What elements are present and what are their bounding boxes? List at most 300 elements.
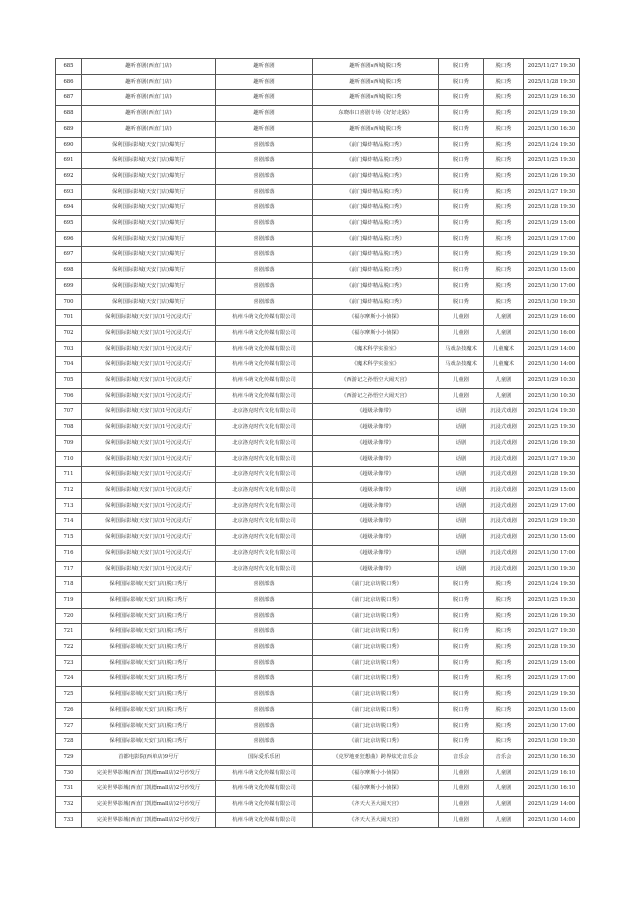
row-number-cell: 692	[56, 168, 82, 184]
datetime-cell: 2025/11/27 19:30	[524, 451, 580, 467]
table-row	[56, 718, 580, 734]
datetime-cell: 2025/11/30 14:00	[524, 357, 580, 373]
category-cell: 脱口秀	[439, 121, 484, 137]
category-cell: 儿童剧	[439, 765, 484, 781]
organizer-cell: 喜剧部落	[216, 608, 313, 624]
row-number-cell: 696	[56, 231, 82, 247]
venue-cell: 保利国际影城(天安门店)爆笑厅	[82, 216, 216, 232]
datetime-cell: 2025/11/29 15:00	[524, 482, 580, 498]
organizer-cell: 喜剧部落	[216, 137, 313, 153]
show-title-cell: 《前门爆炸精品脱口秀》	[313, 200, 439, 216]
organizer-cell: 喜剧部落	[216, 263, 313, 279]
show-title-cell: 《超级录像带》	[313, 404, 439, 420]
category-cell: 脱口秀	[439, 608, 484, 624]
organizer-cell: 喜剧部落	[216, 671, 313, 687]
datetime-cell: 2025/11/29 14:00	[524, 341, 580, 357]
datetime-cell: 2025/11/29 17:00	[524, 231, 580, 247]
table-row	[56, 467, 580, 483]
venue-cell: 保利国际影城(天安门店)脱口秀厅	[82, 624, 216, 640]
show-title-cell: 《前门北京坊脱口秀》	[313, 640, 439, 656]
table-body	[56, 59, 580, 828]
datetime-cell: 2025/11/29 19:30	[524, 514, 580, 530]
subcategory-cell: 脱口秀	[484, 687, 524, 703]
organizer-cell: 杭州斗萌文化传媒有限公司	[216, 388, 313, 404]
table-row	[56, 687, 580, 703]
organizer-cell: 趣听喜剧	[216, 90, 313, 106]
table-row	[56, 278, 580, 294]
subcategory-cell: 脱口秀	[484, 702, 524, 718]
show-title-cell: 《前门北京坊脱口秀》	[313, 608, 439, 624]
datetime-cell: 2025/11/29 17:00	[524, 498, 580, 514]
datetime-cell: 2025/11/29 16:30	[524, 90, 580, 106]
datetime-cell: 2025/11/28 19:30	[524, 640, 580, 656]
table-row	[56, 655, 580, 671]
datetime-cell: 2025/11/30 19:30	[524, 561, 580, 577]
venue-cell: 保利国际影城(天安门店)1号沉浸式厅	[82, 498, 216, 514]
venue-cell: 保利国际影城(天安门店)1号沉浸式厅	[82, 467, 216, 483]
subcategory-cell: 脱口秀	[484, 106, 524, 122]
organizer-cell: 北京洛克时代文化有限公司	[216, 420, 313, 436]
show-title-cell: 《前门爆炸精品脱口秀》	[313, 216, 439, 232]
organizer-cell: 喜剧部落	[216, 734, 313, 750]
organizer-cell: 喜剧部落	[216, 655, 313, 671]
subcategory-cell: 儿童魔术	[484, 341, 524, 357]
subcategory-cell: 脱口秀	[484, 278, 524, 294]
show-title-cell: 《前门北京坊脱口秀》	[313, 702, 439, 718]
organizer-cell: 北京洛克时代文化有限公司	[216, 482, 313, 498]
row-number-cell: 701	[56, 310, 82, 326]
subcategory-cell: 儿童魔术	[484, 357, 524, 373]
table-row	[56, 121, 580, 137]
subcategory-cell: 脱口秀	[484, 74, 524, 90]
subcategory-cell: 脱口秀	[484, 640, 524, 656]
organizer-cell: 杭州斗萌文化传媒有限公司	[216, 373, 313, 389]
row-number-cell: 720	[56, 608, 82, 624]
category-cell: 脱口秀	[439, 184, 484, 200]
venue-cell: 完美世界影城(西直门凯德mall店)2号沙发厅	[82, 812, 216, 828]
organizer-cell: 杭州斗萌文化传媒有限公司	[216, 797, 313, 813]
subcategory-cell: 脱口秀	[484, 200, 524, 216]
row-number-cell: 695	[56, 216, 82, 232]
subcategory-cell: 沉浸式戏剧	[484, 561, 524, 577]
table-row	[56, 749, 580, 765]
table-row	[56, 812, 580, 828]
category-cell: 脱口秀	[439, 640, 484, 656]
table-row	[56, 734, 580, 750]
subcategory-cell: 沉浸式戏剧	[484, 482, 524, 498]
row-number-cell: 703	[56, 341, 82, 357]
show-title-cell: 《前门爆炸精品脱口秀》	[313, 153, 439, 169]
datetime-cell: 2025/11/29 16:00	[524, 310, 580, 326]
organizer-cell: 北京洛克时代文化有限公司	[216, 404, 313, 420]
row-number-cell: 731	[56, 781, 82, 797]
venue-cell: 完美世界影城(西直门凯德mall店)2号沙发厅	[82, 765, 216, 781]
organizer-cell: 喜剧部落	[216, 200, 313, 216]
venue-cell: 保利国际影城(天安门店)1号沉浸式厅	[82, 435, 216, 451]
organizer-cell: 喜剧部落	[216, 278, 313, 294]
venue-cell: 保利国际影城(天安门店)1号沉浸式厅	[82, 404, 216, 420]
row-number-cell: 693	[56, 184, 82, 200]
venue-cell: 保利国际影城(天安门店)1号沉浸式厅	[82, 388, 216, 404]
subcategory-cell: 脱口秀	[484, 121, 524, 137]
row-number-cell: 730	[56, 765, 82, 781]
venue-cell: 保利国际影城(天安门店)1号沉浸式厅	[82, 357, 216, 373]
organizer-cell: 趣听喜剧	[216, 106, 313, 122]
datetime-cell: 2025/11/30 19:30	[524, 294, 580, 310]
venue-cell: 趣听喜剧(西直门店)	[82, 59, 216, 75]
table-row	[56, 341, 580, 357]
venue-cell: 保利国际影城(天安门店)脱口秀厅	[82, 640, 216, 656]
table-row	[56, 247, 580, 263]
table-row	[56, 59, 580, 75]
table-row	[56, 373, 580, 389]
table-row	[56, 404, 580, 420]
organizer-cell: 杭州斗萌文化传媒有限公司	[216, 765, 313, 781]
datetime-cell: 2025/11/25 19:30	[524, 592, 580, 608]
row-number-cell: 690	[56, 137, 82, 153]
datetime-cell: 2025/11/29 14:00	[524, 797, 580, 813]
row-number-cell: 709	[56, 435, 82, 451]
datetime-cell: 2025/11/25 19:30	[524, 153, 580, 169]
venue-cell: 保利国际影城(天安门店)脱口秀厅	[82, 577, 216, 593]
show-title-cell: 东晓串口喜剧专场《好好走路》	[313, 106, 439, 122]
category-cell: 脱口秀	[439, 200, 484, 216]
table-row	[56, 325, 580, 341]
row-number-cell: 691	[56, 153, 82, 169]
show-title-cell: 趣听喜剧s西城|脱口秀	[313, 90, 439, 106]
datetime-cell: 2025/11/30 15:00	[524, 263, 580, 279]
show-title-cell: 《前门爆炸精品脱口秀》	[313, 263, 439, 279]
table-row	[56, 640, 580, 656]
subcategory-cell: 沉浸式戏剧	[484, 467, 524, 483]
category-cell: 儿童剧	[439, 781, 484, 797]
subcategory-cell: 脱口秀	[484, 263, 524, 279]
datetime-cell: 2025/11/30 10:30	[524, 388, 580, 404]
subcategory-cell: 脱口秀	[484, 247, 524, 263]
table-row	[56, 561, 580, 577]
venue-cell: 保利国际影城(天安门店)爆笑厅	[82, 294, 216, 310]
table-row	[56, 90, 580, 106]
organizer-cell: 喜剧部落	[216, 640, 313, 656]
table-row	[56, 106, 580, 122]
row-number-cell: 729	[56, 749, 82, 765]
show-title-cell: 《福尔摩斯小小侦探》	[313, 325, 439, 341]
show-title-cell: 《魔术科学实验室》	[313, 341, 439, 357]
category-cell: 脱口秀	[439, 247, 484, 263]
table-row	[56, 482, 580, 498]
subcategory-cell: 儿童剧	[484, 388, 524, 404]
organizer-cell: 北京洛克时代文化有限公司	[216, 498, 313, 514]
show-title-cell: 《福尔摩斯小小侦探》	[313, 781, 439, 797]
subcategory-cell: 脱口秀	[484, 59, 524, 75]
row-number-cell: 687	[56, 90, 82, 106]
table-row	[56, 200, 580, 216]
show-title-cell: 《前门爆炸精品脱口秀》	[313, 278, 439, 294]
row-number-cell: 733	[56, 812, 82, 828]
category-cell: 话剧	[439, 561, 484, 577]
table-row	[56, 702, 580, 718]
venue-cell: 首都电影院(西单店)9号厅	[82, 749, 216, 765]
datetime-cell: 2025/11/30 15:00	[524, 702, 580, 718]
show-title-cell: 《前门北京坊脱口秀》	[313, 577, 439, 593]
table-row	[56, 168, 580, 184]
category-cell: 话剧	[439, 498, 484, 514]
show-title-cell: 《前门爆炸精品脱口秀》	[313, 247, 439, 263]
category-cell: 脱口秀	[439, 231, 484, 247]
datetime-cell: 2025/11/29 15:00	[524, 655, 580, 671]
venue-cell: 保利国际影城(天安门店)1号沉浸式厅	[82, 341, 216, 357]
datetime-cell: 2025/11/24 19:30	[524, 137, 580, 153]
row-number-cell: 721	[56, 624, 82, 640]
organizer-cell: 趣听喜剧	[216, 74, 313, 90]
row-number-cell: 725	[56, 687, 82, 703]
category-cell: 话剧	[439, 530, 484, 546]
organizer-cell: 趣听喜剧	[216, 121, 313, 137]
subcategory-cell: 沉浸式戏剧	[484, 451, 524, 467]
row-number-cell: 714	[56, 514, 82, 530]
subcategory-cell: 儿童剧	[484, 765, 524, 781]
category-cell: 话剧	[439, 545, 484, 561]
row-number-cell: 688	[56, 106, 82, 122]
table-row	[56, 498, 580, 514]
subcategory-cell: 脱口秀	[484, 216, 524, 232]
datetime-cell: 2025/11/26 19:30	[524, 608, 580, 624]
row-number-cell: 685	[56, 59, 82, 75]
organizer-cell: 喜剧部落	[216, 687, 313, 703]
table-row	[56, 530, 580, 546]
venue-cell: 保利国际影城(天安门店)脱口秀厅	[82, 687, 216, 703]
organizer-cell: 喜剧部落	[216, 577, 313, 593]
datetime-cell: 2025/11/29 19:30	[524, 687, 580, 703]
show-title-cell: 《前门北京坊脱口秀》	[313, 671, 439, 687]
row-number-cell: 707	[56, 404, 82, 420]
venue-cell: 趣听喜剧(西直门店)	[82, 74, 216, 90]
category-cell: 脱口秀	[439, 106, 484, 122]
table-row	[56, 608, 580, 624]
category-cell: 脱口秀	[439, 734, 484, 750]
datetime-cell: 2025/11/27 19:30	[524, 624, 580, 640]
datetime-cell: 2025/11/24 19:30	[524, 404, 580, 420]
datetime-cell: 2025/11/30 17:00	[524, 545, 580, 561]
show-title-cell: 《超级录像带》	[313, 435, 439, 451]
category-cell: 话剧	[439, 435, 484, 451]
row-number-cell: 699	[56, 278, 82, 294]
table-row	[56, 514, 580, 530]
category-cell: 脱口秀	[439, 216, 484, 232]
subcategory-cell: 脱口秀	[484, 153, 524, 169]
venue-cell: 保利国际影城(天安门店)脱口秀厅	[82, 734, 216, 750]
category-cell: 马戏杂技魔术	[439, 341, 484, 357]
show-title-cell: 趣听喜剧s西城|脱口秀	[313, 74, 439, 90]
table-row	[56, 263, 580, 279]
row-number-cell: 718	[56, 577, 82, 593]
datetime-cell: 2025/11/29 19:30	[524, 106, 580, 122]
venue-cell: 保利国际影城(天安门店)爆笑厅	[82, 247, 216, 263]
row-number-cell: 702	[56, 325, 82, 341]
row-number-cell: 732	[56, 797, 82, 813]
row-number-cell: 686	[56, 74, 82, 90]
venue-cell: 保利国际影城(天安门店)1号沉浸式厅	[82, 545, 216, 561]
category-cell: 脱口秀	[439, 74, 484, 90]
table-row	[56, 137, 580, 153]
organizer-cell: 杭州斗萌文化传媒有限公司	[216, 781, 313, 797]
category-cell: 儿童剧	[439, 388, 484, 404]
venue-cell: 趣听喜剧(西直门店)	[82, 106, 216, 122]
table-row	[56, 797, 580, 813]
show-title-cell: 《福尔摩斯小小侦探》	[313, 310, 439, 326]
category-cell: 脱口秀	[439, 702, 484, 718]
row-number-cell: 715	[56, 530, 82, 546]
datetime-cell: 2025/11/26 19:30	[524, 168, 580, 184]
venue-cell: 保利国际影城(天安门店)1号沉浸式厅	[82, 310, 216, 326]
venue-cell: 保利国际影城(天安门店)脱口秀厅	[82, 655, 216, 671]
organizer-cell: 喜剧部落	[216, 718, 313, 734]
show-title-cell: 趣听喜剧s西城|脱口秀	[313, 59, 439, 75]
datetime-cell: 2025/11/30 16:30	[524, 749, 580, 765]
row-number-cell: 698	[56, 263, 82, 279]
category-cell: 儿童剧	[439, 797, 484, 813]
venue-cell: 保利国际影城(天安门店)1号沉浸式厅	[82, 561, 216, 577]
category-cell: 音乐会	[439, 749, 484, 765]
show-title-cell: 《前门北京坊脱口秀》	[313, 687, 439, 703]
organizer-cell: 喜剧部落	[216, 231, 313, 247]
category-cell: 马戏杂技魔术	[439, 357, 484, 373]
venue-cell: 保利国际影城(天安门店)1号沉浸式厅	[82, 420, 216, 436]
venue-cell: 保利国际影城(天安门店)脱口秀厅	[82, 702, 216, 718]
organizer-cell: 喜剧部落	[216, 247, 313, 263]
organizer-cell: 杭州斗萌文化传媒有限公司	[216, 325, 313, 341]
show-title-cell: 《超级录像带》	[313, 514, 439, 530]
subcategory-cell: 脱口秀	[484, 608, 524, 624]
subcategory-cell: 沉浸式戏剧	[484, 545, 524, 561]
row-number-cell: 705	[56, 373, 82, 389]
datetime-cell: 2025/11/27 19:30	[524, 184, 580, 200]
category-cell: 脱口秀	[439, 90, 484, 106]
category-cell: 脱口秀	[439, 168, 484, 184]
organizer-cell: 杭州斗萌文化传媒有限公司	[216, 341, 313, 357]
show-title-cell: 《前门北京坊脱口秀》	[313, 718, 439, 734]
organizer-cell: 国际爱乐乐团	[216, 749, 313, 765]
subcategory-cell: 脱口秀	[484, 137, 524, 153]
show-title-cell: 《前门北京坊脱口秀》	[313, 655, 439, 671]
subcategory-cell: 儿童剧	[484, 373, 524, 389]
row-number-cell: 706	[56, 388, 82, 404]
row-number-cell: 717	[56, 561, 82, 577]
subcategory-cell: 脱口秀	[484, 168, 524, 184]
subcategory-cell: 脱口秀	[484, 231, 524, 247]
subcategory-cell: 儿童剧	[484, 797, 524, 813]
datetime-cell: 2025/11/30 15:00	[524, 530, 580, 546]
subcategory-cell: 脱口秀	[484, 655, 524, 671]
subcategory-cell: 脱口秀	[484, 624, 524, 640]
venue-cell: 保利国际影城(天安门店)脱口秀厅	[82, 718, 216, 734]
show-title-cell: 《超级录像带》	[313, 498, 439, 514]
venue-cell: 保利国际影城(天安门店)1号沉浸式厅	[82, 530, 216, 546]
show-title-cell: 《齐天大圣大闹天宫》	[313, 812, 439, 828]
subcategory-cell: 儿童剧	[484, 781, 524, 797]
row-number-cell: 722	[56, 640, 82, 656]
venue-cell: 保利国际影城(天安门店)1号沉浸式厅	[82, 514, 216, 530]
organizer-cell: 北京洛克时代文化有限公司	[216, 530, 313, 546]
table-row	[56, 216, 580, 232]
row-number-cell: 704	[56, 357, 82, 373]
show-title-cell: 《前门北京坊脱口秀》	[313, 592, 439, 608]
datetime-cell: 2025/11/29 10:30	[524, 373, 580, 389]
table-row	[56, 74, 580, 90]
show-title-cell: 《前门北京坊脱口秀》	[313, 734, 439, 750]
show-title-cell: 趣听喜剧s西城|脱口秀	[313, 121, 439, 137]
table-row	[56, 781, 580, 797]
row-number-cell: 727	[56, 718, 82, 734]
show-title-cell: 《超级录像带》	[313, 530, 439, 546]
organizer-cell: 杭州斗萌文化传媒有限公司	[216, 812, 313, 828]
table-row	[56, 451, 580, 467]
subcategory-cell: 儿童剧	[484, 812, 524, 828]
subcategory-cell: 脱口秀	[484, 90, 524, 106]
venue-cell: 保利国际影城(天安门店)爆笑厅	[82, 137, 216, 153]
datetime-cell: 2025/11/29 19:30	[524, 247, 580, 263]
show-title-cell: 《克罗地亚狂想曲》跨界炫光音乐会	[313, 749, 439, 765]
organizer-cell: 北京洛克时代文化有限公司	[216, 514, 313, 530]
row-number-cell: 694	[56, 200, 82, 216]
table-row	[56, 231, 580, 247]
venue-cell: 保利国际影城(天安门店)脱口秀厅	[82, 608, 216, 624]
category-cell: 儿童剧	[439, 373, 484, 389]
table-row	[56, 294, 580, 310]
show-title-cell: 《前门爆炸精品脱口秀》	[313, 137, 439, 153]
table-row	[56, 671, 580, 687]
datetime-cell: 2025/11/29 16:10	[524, 765, 580, 781]
table-row	[56, 184, 580, 200]
show-title-cell: 《魔术科学实验室》	[313, 357, 439, 373]
row-number-cell: 697	[56, 247, 82, 263]
organizer-cell: 杭州斗萌文化传媒有限公司	[216, 310, 313, 326]
category-cell: 脱口秀	[439, 137, 484, 153]
venue-cell: 保利国际影城(天安门店)脱口秀厅	[82, 592, 216, 608]
venue-cell: 完美世界影城(西直门凯德mall店)2号沙发厅	[82, 797, 216, 813]
organizer-cell: 喜剧部落	[216, 294, 313, 310]
subcategory-cell: 儿童剧	[484, 310, 524, 326]
row-number-cell: 712	[56, 482, 82, 498]
row-number-cell: 716	[56, 545, 82, 561]
organizer-cell: 趣听喜剧	[216, 59, 313, 75]
datetime-cell: 2025/11/30 17:00	[524, 278, 580, 294]
organizer-cell: 喜剧部落	[216, 153, 313, 169]
category-cell: 儿童剧	[439, 812, 484, 828]
row-number-cell: 724	[56, 671, 82, 687]
table-row	[56, 357, 580, 373]
show-title-cell: 《前门爆炸精品脱口秀》	[313, 231, 439, 247]
datetime-cell: 2025/11/30 16:10	[524, 781, 580, 797]
datetime-cell: 2025/11/30 19:30	[524, 734, 580, 750]
venue-cell: 保利国际影城(天安门店)爆笑厅	[82, 263, 216, 279]
organizer-cell: 喜剧部落	[216, 624, 313, 640]
table-row	[56, 624, 580, 640]
datetime-cell: 2025/11/30 17:00	[524, 718, 580, 734]
category-cell: 脱口秀	[439, 624, 484, 640]
datetime-cell: 2025/11/24 19:30	[524, 577, 580, 593]
datetime-cell: 2025/11/25 19:30	[524, 420, 580, 436]
show-title-cell: 《超级录像带》	[313, 545, 439, 561]
category-cell: 儿童剧	[439, 325, 484, 341]
row-number-cell: 708	[56, 420, 82, 436]
table-row	[56, 153, 580, 169]
subcategory-cell: 沉浸式戏剧	[484, 514, 524, 530]
category-cell: 脱口秀	[439, 278, 484, 294]
category-cell: 儿童剧	[439, 310, 484, 326]
venue-cell: 保利国际影城(天安门店)1号沉浸式厅	[82, 373, 216, 389]
table-row	[56, 310, 580, 326]
